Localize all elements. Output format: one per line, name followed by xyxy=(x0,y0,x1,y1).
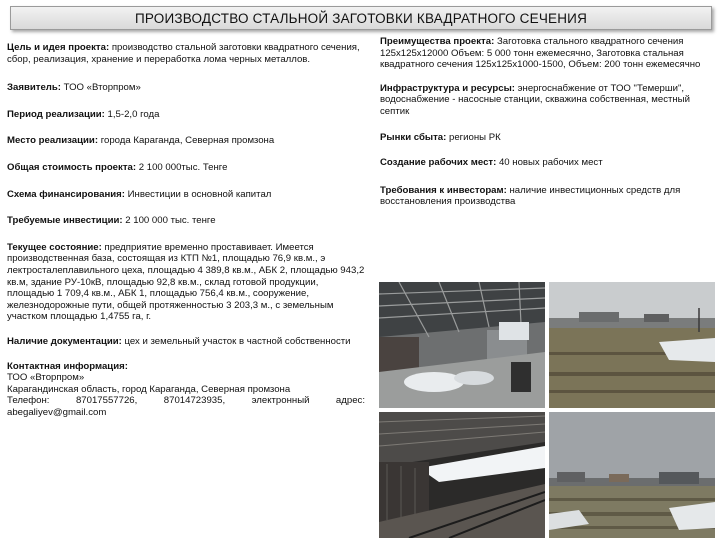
advantages-label: Преимущества проекта: xyxy=(380,36,495,47)
infrastructure-text: энергоснабжение от ТОО "Темерши", водоснабжение - насосные станции, скважина собственная, местный септик xyxy=(380,82,690,117)
photo-field-view xyxy=(549,412,715,538)
applicant-label: Заявитель: xyxy=(7,82,61,94)
jobs-text: 40 новых рабочих мест xyxy=(496,157,603,169)
goal-text: производство стальной заготовки квадратного сечения, сбор, реализация, хранение и переработка лома черных металлов. xyxy=(7,42,360,65)
page-title: ПРОИЗВОДСТВО СТАЛЬНОЙ ЗАГОТОВКИ КВАДРАТНОГО СЕЧЕНИЯ xyxy=(134,10,588,26)
left-column xyxy=(7,42,365,418)
total-cost-block xyxy=(7,162,365,174)
documents-text: цех и земельный участок в частной собственности xyxy=(121,335,351,347)
jobs-block xyxy=(380,157,715,169)
jobs-label: Создание рабочих мест: xyxy=(380,157,497,169)
contacts-label: Контактная информация: xyxy=(7,360,128,372)
markets-text: регионы РК xyxy=(446,131,501,143)
advantages-text: Заготовка стального квадратного сечения 125х125х12000 Объем: 5 000 тонн ежемесячно, Заготовка стальная квадратного сечения 125х125х1000-1500, Объем: 200 тонн ежемесячно xyxy=(380,36,701,71)
photo-outdoor-site xyxy=(549,282,715,408)
goal-block xyxy=(7,42,365,65)
contacts-phone-email: Телефон: 87017557726, 87014723935, электронный адрес: abegaliyev@gmail.com xyxy=(7,395,365,418)
markets-block xyxy=(380,132,715,144)
infrastructure-label: Инфраструктура и ресурсы: xyxy=(380,82,515,94)
financing-label: Схема финансирования: xyxy=(7,188,125,200)
photo-rail-workshop xyxy=(379,412,545,538)
investment-text: 2 100 000 тыс. тенге xyxy=(122,215,216,227)
status-text: предприятие временно проставивает. Имеется производственная база, состоящая из КТП №1, площадью 76,9 кв.м., э лектросталеплавильного цеха, площадью 4 389,8 кв.м., АБК 2, площадью 943,2 кв.м, здание РУ-10кВ, площадью 92,8 кв.м., склад готовой продукции, площадью 1 709,4 кв.м., АБК 1, площадью 756,4 кв.м., сооружение, железнодорожные пути, общей протяженностью 3 203,3 м., с земельным участком площадью 1,4755 га, г. xyxy=(7,241,365,323)
documents-label: Наличие документации: xyxy=(7,335,122,347)
status-label: Текущее состояние: xyxy=(7,241,102,253)
total-cost-label: Общая стоимость проекта: xyxy=(7,161,137,173)
contacts-company: ТОО «Вторпром» xyxy=(7,372,85,384)
title-bar xyxy=(10,6,712,30)
right-column xyxy=(380,36,715,208)
advantages-block xyxy=(380,36,715,71)
photo-warehouse-interior xyxy=(379,282,545,408)
applicant-block xyxy=(7,82,365,94)
financing-block xyxy=(7,189,365,201)
applicant-text: ТОО «Вторпром» xyxy=(60,82,141,94)
period-label: Период реализации: xyxy=(7,108,105,120)
period-block xyxy=(7,109,365,121)
goal-label: Цель и идея проекта: xyxy=(7,42,110,53)
investment-block xyxy=(7,215,365,227)
documents-block xyxy=(7,336,365,348)
requirements-text: наличие инвестиционных средств для восстановления производства xyxy=(380,184,681,208)
period-text: 1,5-2,0 года xyxy=(104,108,160,120)
investment-label: Требуемые инвестиции: xyxy=(7,215,123,227)
markets-label: Рынки сбыта: xyxy=(380,131,447,143)
financing-text: Инвестиции в основной капитал xyxy=(124,188,272,200)
contacts-address: Карагандинская область, город Караганда, Северная промзона xyxy=(7,383,291,395)
location-block xyxy=(7,135,365,147)
contacts-block xyxy=(7,361,365,419)
requirements-label: Требования к инвесторам: xyxy=(380,184,507,196)
status-block xyxy=(7,242,365,323)
photo-grid xyxy=(379,282,715,538)
location-label: Место реализации: xyxy=(7,135,99,147)
infrastructure-block xyxy=(380,83,715,118)
requirements-block xyxy=(380,185,715,208)
total-cost-text: 2 100 000тыс. Тенге xyxy=(136,161,228,173)
location-text: города Караганда, Северная промзона xyxy=(98,135,275,147)
